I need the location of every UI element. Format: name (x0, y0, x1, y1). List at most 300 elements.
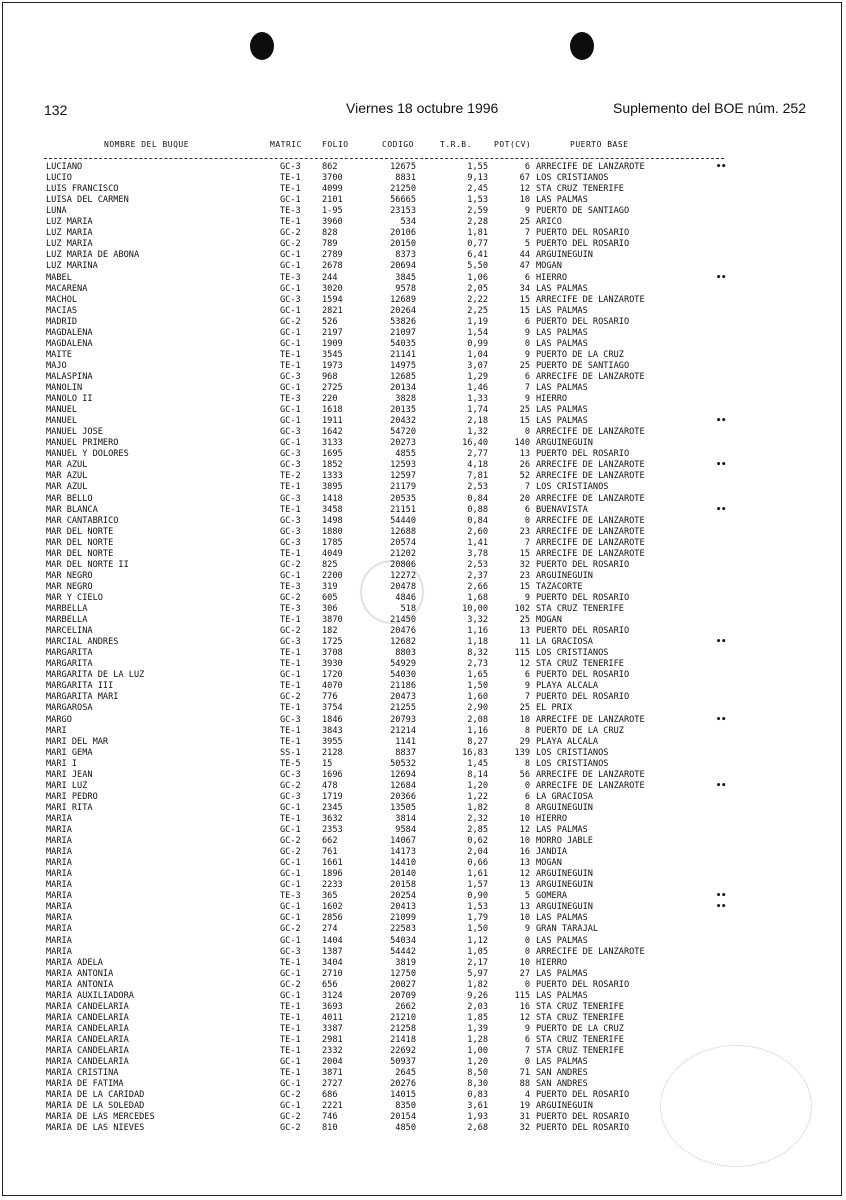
trb-cell: 1,53 (467, 902, 488, 913)
table-row (0, 1123, 846, 1134)
matric-cell: TE-1 (280, 681, 301, 692)
folio-cell: 746 (322, 1112, 338, 1123)
trb-cell: 4,18 (467, 460, 488, 471)
puerto-base-cell: PUERTO DEL ROSARIO (536, 559, 630, 570)
codigo-cell: 20140 (390, 869, 416, 880)
trb-cell: 3,32 (467, 615, 488, 626)
trb-cell: 1,74 (467, 405, 488, 416)
pot-cell: 23 (519, 570, 530, 581)
trb-cell: 1,53 (467, 195, 488, 206)
puerto-base-cell: LOS CRISTIANOS (536, 648, 609, 659)
pot-cell: 31 (519, 1112, 530, 1123)
matric-cell: GC-1 (280, 438, 301, 449)
trb-cell: 0,84 (467, 515, 488, 526)
vessel-name: MAR BELLO (46, 493, 93, 504)
table-row (0, 913, 846, 924)
matric-cell: TE-1 (280, 1012, 301, 1023)
trb-cell: 1,79 (467, 913, 488, 924)
table-row (0, 814, 846, 825)
folio-cell: 3124 (322, 990, 343, 1001)
vessel-name: MANUEL Y DOLORES (46, 449, 129, 460)
row-mark: •• (716, 416, 727, 427)
codigo-cell: 20273 (390, 438, 416, 449)
trb-cell: 1,85 (467, 1012, 488, 1023)
codigo-cell: 12689 (390, 294, 416, 305)
vessel-name: MADRID (46, 316, 78, 327)
matric-cell: GC-1 (280, 990, 301, 1001)
puerto-base-cell: PUERTO DEL ROSARIO (536, 1123, 630, 1134)
pot-cell: 52 (519, 471, 530, 482)
pot-cell: 26 (519, 460, 530, 471)
matric-cell: GC-1 (280, 405, 301, 416)
trb-cell: 2,53 (467, 559, 488, 570)
vessel-name: LUCIO (46, 173, 72, 184)
puerto-base-cell: LAS PALMAS (536, 327, 588, 338)
table-row (0, 427, 846, 438)
pot-cell: 16 (519, 847, 530, 858)
table-row (0, 947, 846, 958)
row-mark: •• (716, 272, 727, 283)
vessel-name: MARIA (46, 891, 72, 902)
vessel-name: MARIA CANDELARIA (46, 1001, 129, 1012)
vessel-name: MARIA CANDELARIA (46, 1012, 129, 1023)
trb-cell: 1,28 (467, 1034, 488, 1045)
puerto-base-cell: LAS PALMAS (536, 825, 588, 835)
pot-cell: 0 (524, 338, 530, 349)
puerto-base-cell: STA CRUZ TENERIFE (536, 1046, 624, 1056)
vessel-name: MARI (46, 725, 67, 736)
table-row (0, 703, 846, 714)
vessel-name: MARIA (46, 880, 72, 891)
folio-cell: 2004 (322, 1057, 343, 1068)
folio-cell: 3693 (322, 1001, 343, 1012)
trb-cell: 2,90 (467, 703, 488, 714)
folio-cell: 1661 (322, 858, 343, 869)
codigo-cell: 12750 (390, 968, 416, 979)
page-number: 132 (44, 102, 68, 118)
pot-cell: 27 (519, 968, 530, 979)
pot-cell: 44 (519, 250, 530, 261)
folio-cell: 274 (322, 924, 338, 935)
matric-cell: GC-3 (280, 460, 301, 471)
puerto-base-cell: ARGUINEGUIN (536, 570, 593, 581)
folio-cell: 2710 (322, 968, 343, 979)
puerto-base-cell: SAN ANDRES (536, 1079, 588, 1090)
puerto-base-cell: PUERTO DE SANTIAGO (536, 360, 630, 371)
codigo-cell: 12597 (390, 471, 416, 482)
vessel-name: LUISA DEL CARMEN (46, 195, 129, 206)
table-row (0, 217, 846, 228)
pot-cell: 6 (524, 670, 530, 681)
codigo-cell: 20806 (390, 559, 416, 570)
trb-cell: 1,06 (467, 272, 488, 283)
trb-cell: 0,83 (467, 1090, 488, 1101)
puerto-base-cell: PUERTO DEL ROSARIO (536, 239, 630, 250)
puerto-base-cell: LAS PALMAS (536, 383, 588, 393)
table-row (0, 284, 846, 295)
codigo-cell: 21250 (390, 184, 416, 195)
table-row (0, 261, 846, 272)
puerto-base-cell: HIERRO (536, 957, 568, 968)
folio-cell: 3754 (322, 703, 343, 714)
table-row (0, 383, 846, 394)
matric-cell: GC-3 (280, 526, 301, 537)
table-row (0, 195, 846, 206)
trb-cell: 9,26 (467, 990, 488, 1001)
trb-cell: 2,45 (467, 184, 488, 195)
pot-cell: 13 (519, 858, 530, 869)
vessel-name: LUNA (46, 206, 67, 217)
matric-cell: GC-2 (280, 979, 301, 990)
codigo-cell: 54030 (390, 670, 416, 681)
puerto-base-cell: ARGUINEGUIN (536, 802, 593, 813)
folio-cell: 3404 (322, 957, 343, 968)
trb-cell: 1,20 (467, 1057, 488, 1068)
trb-cell: 1,65 (467, 670, 488, 681)
codigo-cell: 13505 (390, 802, 416, 813)
codigo-cell: 20476 (390, 626, 416, 637)
vessel-name: MARIA DE LA SOLEDAD (46, 1101, 145, 1112)
pot-cell: 8 (524, 725, 530, 736)
table-row (0, 460, 846, 471)
codigo-cell: 50532 (390, 758, 416, 769)
col-header-matric: MATRIC (270, 140, 302, 149)
table-row (0, 339, 846, 350)
pot-cell: 12 (519, 659, 530, 670)
table-row (0, 538, 846, 549)
puerto-base-cell: LAS PALMAS (536, 338, 588, 349)
vessel-name: MARGARITA III (46, 681, 114, 692)
puerto-base-cell: HIERRO (536, 394, 568, 405)
vessel-name: LUZ MARIA (46, 239, 93, 250)
pot-cell: 25 (519, 217, 530, 228)
trb-cell: 3,61 (467, 1101, 488, 1112)
folio-cell: 3387 (322, 1023, 343, 1034)
puerto-base-cell: EL PRIX (536, 703, 573, 714)
pot-cell: 9 (524, 924, 530, 935)
row-mark: •• (716, 637, 727, 648)
vessel-name: MARGARITA MARI (46, 692, 119, 703)
vessel-name: MAR NEGRO (46, 581, 93, 592)
folio-cell: 4049 (322, 548, 343, 559)
folio-cell: 3930 (322, 659, 343, 670)
pot-cell: 9 (524, 327, 530, 338)
puerto-base-cell: PUERTO DEL ROSARIO (536, 1090, 630, 1101)
table-row (0, 350, 846, 361)
table-row (0, 847, 846, 858)
folio-cell: 3960 (322, 217, 343, 228)
folio-cell: 776 (322, 692, 338, 703)
folio-cell: 1602 (322, 902, 343, 913)
puerto-base-cell: JANDIA (536, 847, 568, 858)
trb-cell: 1,16 (467, 725, 488, 736)
puerto-base-cell: MOGAN (536, 858, 562, 869)
puerto-base-cell: GRAN TARAJAL (536, 924, 599, 935)
folio-cell: 1880 (322, 526, 343, 537)
matric-cell: TE-3 (280, 891, 301, 902)
puerto-base-cell: ARRECIFE DE LANZAROTE (536, 515, 645, 526)
vessel-name: MAR CANTABRICO (46, 515, 119, 526)
puerto-base-cell: PUERTO DEL ROSARIO (536, 228, 630, 239)
trb-cell: 1,61 (467, 869, 488, 880)
puerto-base-cell: PUERTO DEL ROSARIO (536, 626, 630, 637)
table-row (0, 615, 846, 626)
matric-cell: GC-1 (280, 283, 301, 294)
trb-cell: 5,97 (467, 968, 488, 979)
puerto-base-cell: LAS PALMAS (536, 968, 588, 979)
puerto-base-cell: LAS PALMAS (536, 913, 588, 924)
codigo-cell: 54929 (390, 659, 416, 670)
matric-cell: TE-1 (280, 813, 301, 824)
vessel-name: MAR DEL NORTE (46, 548, 114, 559)
matric-cell: GC-1 (280, 383, 301, 393)
matric-cell: TE-1 (280, 659, 301, 670)
table-row (0, 1024, 846, 1035)
puerto-base-cell: ARRECIFE DE LANZAROTE (536, 294, 645, 305)
pot-cell: 32 (519, 559, 530, 570)
pot-cell: 15 (519, 581, 530, 592)
publication-date: Viernes 18 octubre 1996 (346, 100, 499, 116)
pot-cell: 0 (524, 427, 530, 438)
matric-cell: GC-2 (280, 239, 301, 250)
table-row (0, 858, 846, 869)
folio-cell: 244 (322, 272, 338, 283)
vessel-name: MAR DEL NORTE II (46, 559, 129, 570)
folio-cell: 2725 (322, 383, 343, 393)
trb-cell: 1,16 (467, 626, 488, 637)
trb-cell: 3,07 (467, 360, 488, 371)
table-row (0, 792, 846, 803)
folio-cell: 789 (322, 239, 338, 250)
folio-cell: 1404 (322, 935, 343, 946)
vessel-name: MANUEL (46, 405, 78, 416)
puerto-base-cell: ARRECIFE DE LANZAROTE (536, 371, 645, 382)
codigo-cell: 3819 (395, 957, 416, 968)
codigo-cell: 20366 (390, 791, 416, 802)
folio-cell: 1333 (322, 471, 343, 482)
folio-cell: 220 (322, 394, 338, 405)
puerto-base-cell: ARICO (536, 217, 562, 228)
codigo-cell: 12682 (390, 637, 416, 648)
pot-cell: 7 (524, 692, 530, 703)
trb-cell: 2,28 (467, 217, 488, 228)
vessel-name: MANUEL JOSE (46, 427, 103, 438)
folio-cell: 3632 (322, 813, 343, 824)
codigo-cell: 20135 (390, 405, 416, 416)
puerto-base-cell: PUERTO DEL ROSARIO (536, 316, 630, 327)
codigo-cell: 20694 (390, 261, 416, 272)
matric-cell: TE-3 (280, 272, 301, 283)
matric-cell: GC-3 (280, 769, 301, 780)
vessel-name: MACHOL (46, 294, 78, 305)
folio-cell: 1642 (322, 427, 343, 438)
trb-cell: 2,04 (467, 847, 488, 858)
matric-cell: TE-1 (280, 957, 301, 968)
puerto-base-cell: ARGUINEGUIN (536, 438, 593, 449)
trb-cell: 16,40 (462, 438, 488, 449)
folio-cell: 1896 (322, 869, 343, 880)
trb-cell: 2,32 (467, 813, 488, 824)
codigo-cell: 518 (400, 604, 416, 614)
puerto-base-cell: ARRECIFE DE LANZAROTE (536, 548, 645, 559)
vessel-name: LUIS FRANCISCO (46, 184, 119, 195)
vessel-name: MAR AZUL (46, 471, 88, 482)
pot-cell: 6 (524, 791, 530, 802)
trb-cell: 2,85 (467, 825, 488, 835)
vessel-name: MARGAROSA (46, 703, 93, 714)
pot-cell: 7 (524, 1046, 530, 1056)
codigo-cell: 21179 (390, 482, 416, 493)
trb-cell: 2,68 (467, 1123, 488, 1134)
folio-cell: 1695 (322, 449, 343, 460)
vessel-name: MARIA (46, 869, 72, 880)
vessel-name: MAGDALENA (46, 327, 93, 338)
puerto-base-cell: LOS CRISTIANOS (536, 758, 609, 769)
folio-cell: 3700 (322, 173, 343, 184)
table-row (0, 781, 846, 792)
table-row (0, 593, 846, 604)
table-row (0, 1101, 846, 1112)
codigo-cell: 12685 (390, 371, 416, 382)
folio-cell: 3843 (322, 725, 343, 736)
trb-cell: 1,22 (467, 791, 488, 802)
table-row (0, 361, 846, 372)
matric-cell: GC-1 (280, 902, 301, 913)
trb-cell: 2,08 (467, 714, 488, 725)
folio-cell: 2200 (322, 570, 343, 581)
table-row (0, 273, 846, 284)
puerto-base-cell: PUERTO DEL ROSARIO (536, 449, 630, 460)
pot-cell: 8 (524, 802, 530, 813)
codigo-cell: 21258 (390, 1023, 416, 1034)
matric-cell: GC-1 (280, 570, 301, 581)
vessel-name: MARIA CANDELARIA (46, 1023, 129, 1034)
puerto-base-cell: MOGAN (536, 261, 562, 272)
trb-cell: 0,66 (467, 858, 488, 869)
folio-cell: 2332 (322, 1046, 343, 1056)
vessel-name: MABEL (46, 272, 72, 283)
folio-cell: 1785 (322, 537, 343, 548)
codigo-cell: 21186 (390, 681, 416, 692)
matric-cell: GC-2 (280, 626, 301, 637)
puerto-base-cell: GOMERA (536, 891, 568, 902)
pot-cell: 32 (519, 1123, 530, 1134)
puerto-base-cell: ARGUINEGUIN (536, 880, 593, 891)
table-row (0, 560, 846, 571)
puerto-base-cell: STA CRUZ TENERIFE (536, 604, 624, 614)
row-mark: •• (716, 504, 727, 515)
codigo-cell: 12593 (390, 460, 416, 471)
puerto-base-cell: PUERTO DEL ROSARIO (536, 1112, 630, 1123)
codigo-cell: 4855 (395, 449, 416, 460)
table-row (0, 494, 846, 505)
trb-cell: 1,50 (467, 681, 488, 692)
table-row (0, 173, 846, 184)
col-header-codigo: CODIGO (382, 140, 414, 149)
trb-cell: 0,90 (467, 891, 488, 902)
pot-cell: 10 (519, 836, 530, 847)
row-mark: •• (716, 891, 727, 902)
pot-cell: 10 (519, 195, 530, 206)
table-row (0, 715, 846, 726)
puerto-base-cell: STA CRUZ TENERIFE (536, 1001, 624, 1012)
pot-cell: 34 (519, 283, 530, 294)
matric-cell: GC-1 (280, 327, 301, 338)
vessel-name: MARIA (46, 913, 72, 924)
matric-cell: TE-1 (280, 1001, 301, 1012)
trb-cell: 0,99 (467, 338, 488, 349)
trb-cell: 2,25 (467, 305, 488, 316)
puerto-base-cell: PUERTO DE LA CRUZ (536, 349, 624, 360)
codigo-cell: 21214 (390, 725, 416, 736)
pot-cell: 15 (519, 548, 530, 559)
codigo-cell: 21202 (390, 548, 416, 559)
codigo-cell: 54720 (390, 427, 416, 438)
codigo-cell: 20254 (390, 891, 416, 902)
trb-cell: 7,81 (467, 471, 488, 482)
vessel-name: MARGARITA (46, 648, 93, 659)
folio-cell: 862 (322, 162, 338, 172)
matric-cell: GC-1 (280, 935, 301, 946)
folio-cell: 15 (322, 758, 333, 769)
table-row (0, 405, 846, 416)
matric-cell: TE-1 (280, 173, 301, 184)
matric-cell: TE-1 (280, 648, 301, 659)
codigo-cell: 8837 (395, 747, 416, 758)
matric-cell: TE-1 (280, 725, 301, 736)
vessel-name: MARBELLA (46, 615, 88, 626)
matric-cell: TE-1 (280, 1046, 301, 1056)
puerto-base-cell: ARRECIFE DE LANZAROTE (536, 493, 645, 504)
supplement-title: Suplemento del BOE núm. 252 (612, 100, 806, 116)
matric-cell: GC-1 (280, 195, 301, 206)
trb-cell: 1,45 (467, 758, 488, 769)
pot-cell: 0 (524, 780, 530, 791)
matric-cell: TE-1 (280, 548, 301, 559)
trb-cell: 8,50 (467, 1068, 488, 1079)
table-row (0, 239, 846, 250)
col-header-name: NOMBRE DEL BUQUE (104, 140, 190, 149)
vessel-name: MARIA (46, 902, 72, 913)
punch-hole-left (250, 32, 274, 60)
table-row (0, 880, 846, 891)
table-row (0, 228, 846, 239)
table-row (0, 516, 846, 527)
codigo-cell: 12684 (390, 780, 416, 791)
vessel-name: MAR DEL NORTE (46, 537, 114, 548)
table-row (0, 980, 846, 991)
vessel-name: MACIAS (46, 305, 78, 316)
table-row (0, 162, 846, 173)
pot-cell: 102 (514, 604, 530, 614)
pot-cell: 6 (524, 162, 530, 172)
trb-cell: 1,50 (467, 924, 488, 935)
pot-cell: 29 (519, 736, 530, 747)
trb-cell: 1,60 (467, 692, 488, 703)
trb-cell: 8,30 (467, 1079, 488, 1090)
pot-cell: 0 (524, 515, 530, 526)
folio-cell: 605 (322, 592, 338, 603)
trb-cell: 5,50 (467, 261, 488, 272)
codigo-cell: 22692 (390, 1046, 416, 1056)
trb-cell: 2,53 (467, 482, 488, 493)
folio-cell: 1594 (322, 294, 343, 305)
vessel-name: MARIA AUXILIADORA (46, 990, 134, 1001)
codigo-cell: 20150 (390, 239, 416, 250)
pot-cell: 5 (524, 239, 530, 250)
codigo-cell: 20158 (390, 880, 416, 891)
matric-cell: GC-3 (280, 371, 301, 382)
